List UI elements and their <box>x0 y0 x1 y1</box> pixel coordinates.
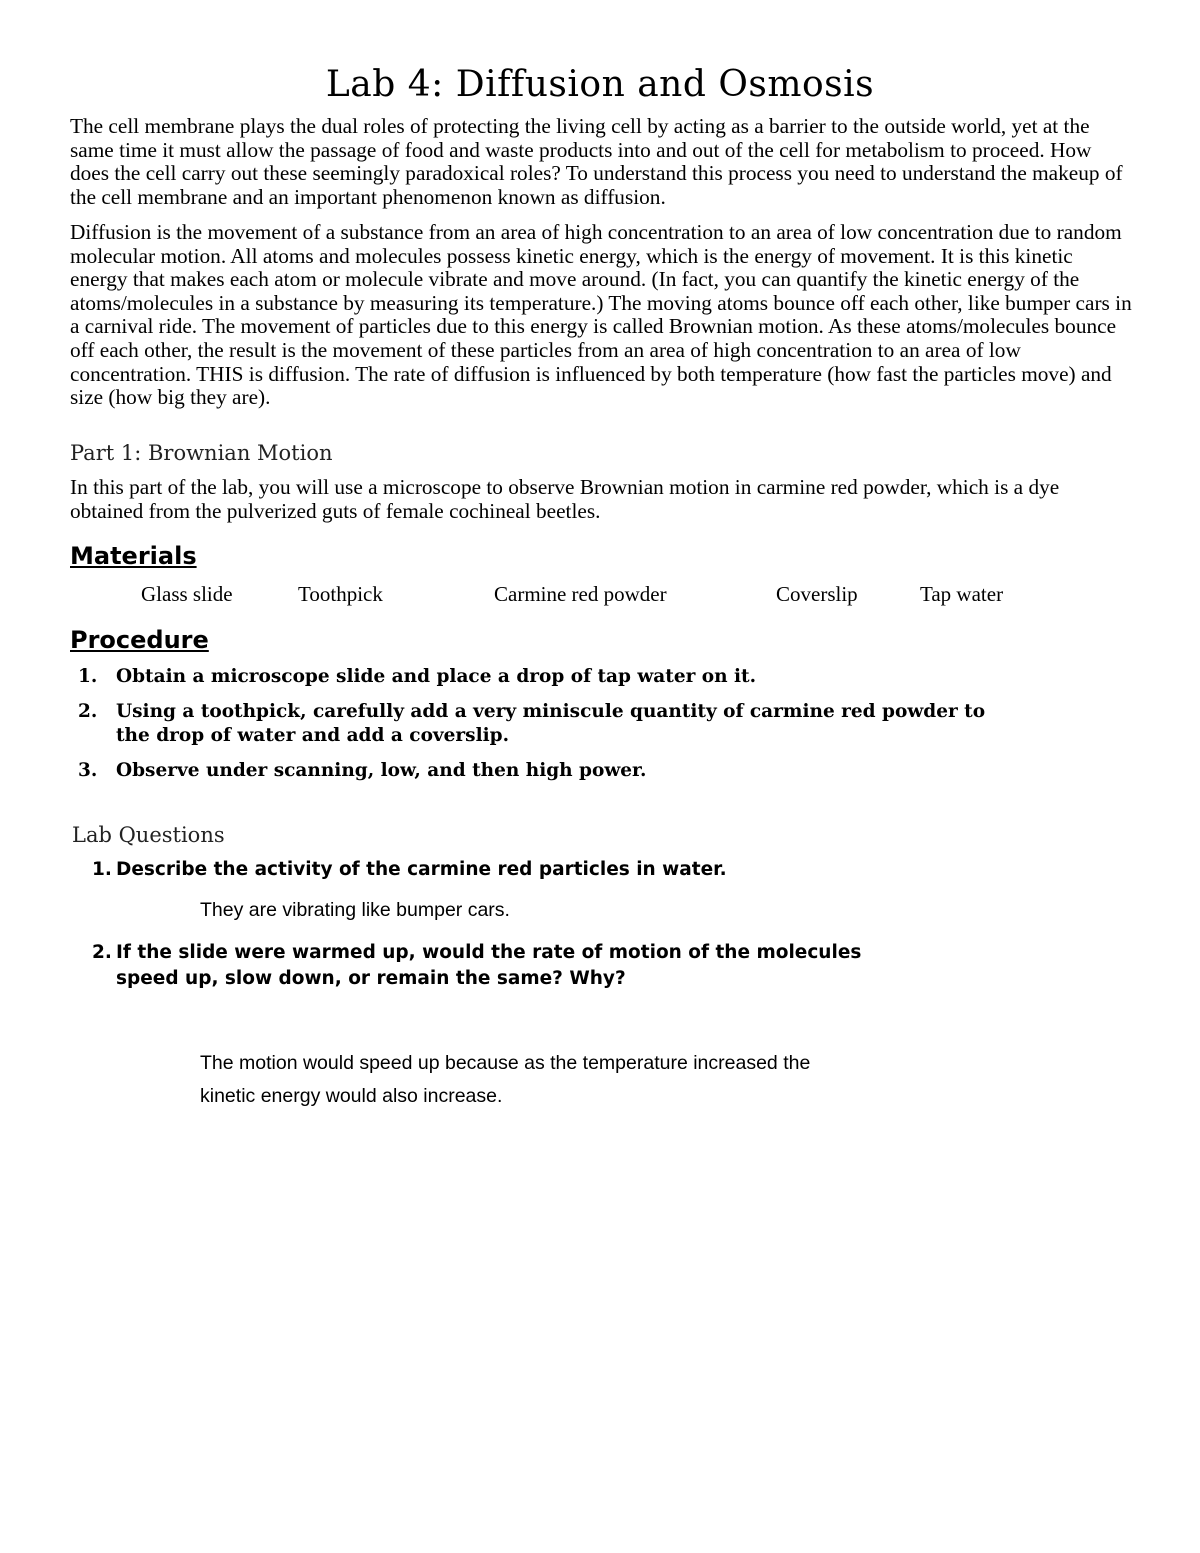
answer-text: They are vibrating like bumper cars. <box>200 899 510 921</box>
question-text: Describe the activity of the carmine red particles in water. <box>116 859 727 880</box>
step-text: Obtain a microscope slide and place a drop of tap water on it. <box>116 666 757 687</box>
step-number: 1. <box>78 666 98 687</box>
lab-questions-heading: Lab Questions <box>72 823 225 847</box>
procedure-step <box>78 700 996 748</box>
step-number: 2. <box>78 701 98 722</box>
part1-description: In this part of the lab, you will use a microscope to observe Brownian motion in carmine red powder, which is a dye obtained from the pulverized guts of female cochineal beetles. <box>70 475 1060 523</box>
material-item: Glass slide <box>141 582 233 606</box>
intro-paragraph-2: Diffusion is the movement of a substance from an area of high concentration to an area of low concentration due to random molecular motion. All atoms and molecules possess kinetic energy, which is the energy of movement. It is this kinetic energy that makes each atom or molecule vibrate and move around. (In fact, you can quantify the kinetic energy of the atoms/molecules in a substance by measuring its temperature.) The moving atoms bounce off each other, like bumper cars in a carnival ride. The movement of particles due to this energy is called Brownian motion. As these atoms/molecules bounce off each other, the result is the movement of these particles from an area of high concentration to an area of low concentration. THIS is diffusion. The rate of diffusion is influenced by both temperature (how fast the particles move) and size (how big they are). <box>70 220 1132 410</box>
procedure-list <box>78 665 1078 794</box>
procedure-step <box>78 665 1078 689</box>
document-title: Lab 4: Diffusion and Osmosis <box>325 64 875 105</box>
intro-paragraph-1: The cell membrane plays the dual roles of protecting the living cell by acting as a barrier to the outside world, yet at the same time it must allow the passage of food and waste products into and out of the cell for metabolism to proceed. How does the cell carry out these seemingly paradoxical roles? To understand this process you need to understand the makeup of the cell membrane and an important phenomenon known as diffusion. <box>70 114 1123 209</box>
question-number: 2. <box>92 942 112 963</box>
material-item: Coverslip <box>776 582 858 606</box>
question-number: 1. <box>92 859 112 880</box>
procedure-step <box>78 759 1078 783</box>
procedure-heading: Procedure <box>70 626 209 654</box>
answer-text: The motion would speed up because as the temperature increased the kinetic energy would also increase. <box>200 1052 811 1107</box>
step-text: Observe under scanning, low, and then high power. <box>116 760 647 781</box>
step-number: 3. <box>78 760 98 781</box>
part1-heading: Part 1: Brownian Motion <box>70 441 333 465</box>
question-item <box>92 940 892 992</box>
material-item: Tap water <box>920 582 1004 606</box>
question-text: If the slide were warmed up, would the rate of motion of the molecules speed up, slow down, or remain the same? Why? <box>116 942 862 989</box>
materials-heading: Materials <box>70 542 197 570</box>
step-text: Using a toothpick, carefully add a very miniscule quantity of carmine red powder to the drop of water and add a coverslip. <box>116 701 986 746</box>
materials-list <box>0 582 1200 610</box>
question-item <box>92 857 992 883</box>
material-item: Toothpick <box>298 582 383 606</box>
material-item: Carmine red powder <box>494 582 667 606</box>
